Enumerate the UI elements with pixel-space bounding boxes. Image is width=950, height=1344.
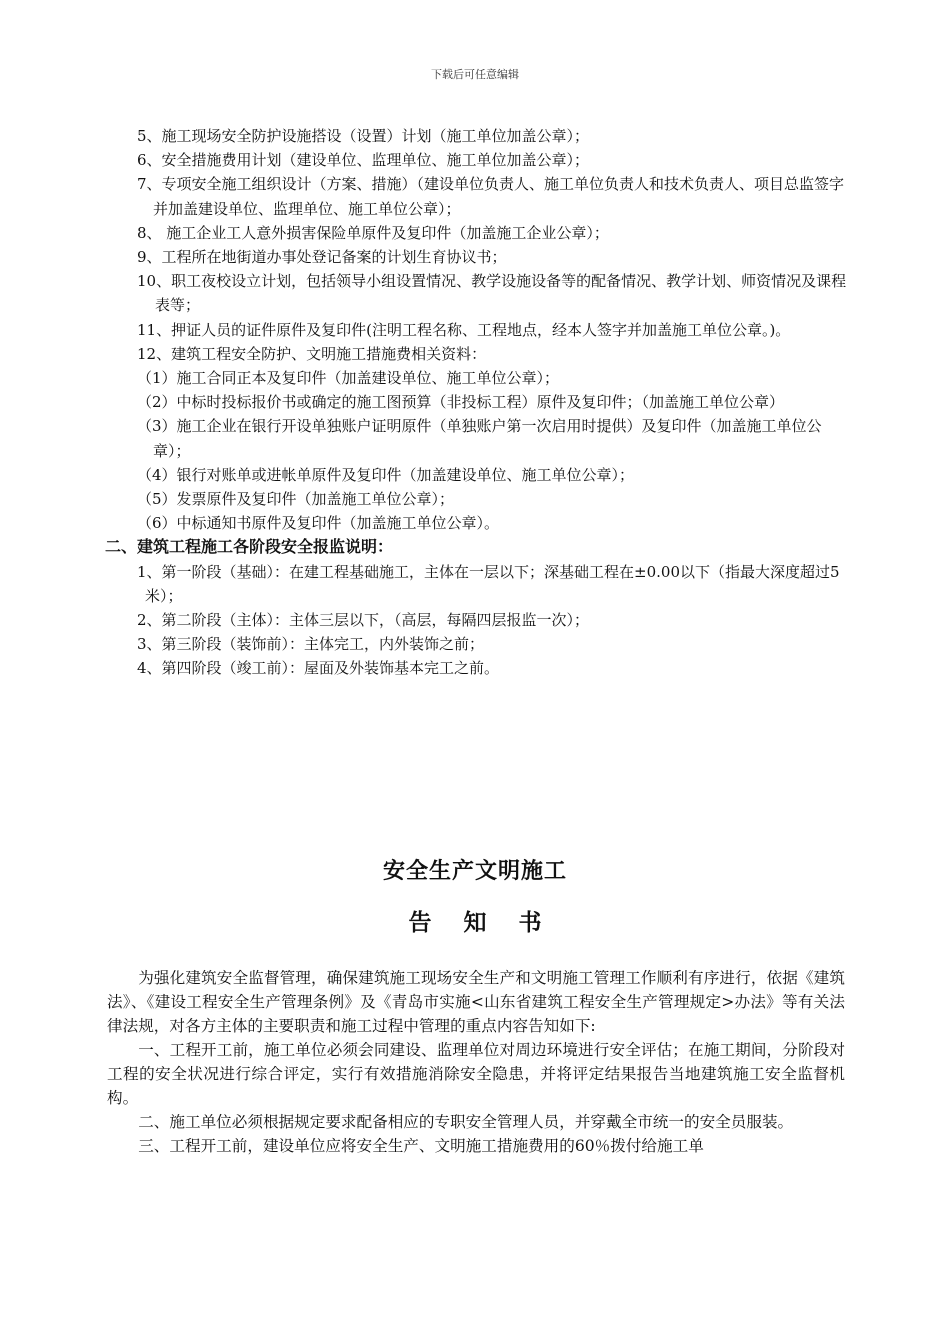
list-item: 9、工程所在地街道办事处登记备案的计划生育协议书； [137,248,507,267]
list-item: 7、专项安全施工组织设计（方案、措施）（建设单位负责人、施工单位负责人和技术负责人、项目总监签字并加盖建设单位、监理单位、施工单位公章）； [137,175,845,218]
list-item: 10、职工夜校设立计划，包括领导小组设置情况、教学设施设备等的配备情况、教学计划、师资情况及课程表等； [137,272,847,315]
notice-paragraph: 二、施工单位必须根据规定要求配备相应的专职安全管理人员，并穿戴全市统一的安全员服装。 [138,1113,794,1131]
sub-list-item: （1）施工合同正本及复印件（加盖建设单位、施工单位公章）； [137,369,560,388]
sub-list-item: （4）银行对账单或进帐单原件及复印件（加盖建设单位、施工单位公章）； [137,465,635,484]
notice-title: 安全生产文明施工 [382,858,567,884]
sub-list-item: （6）中标通知书原件及复印件（加盖施工单位公章）。 [137,514,500,533]
notice-subtitle: 告 知 书 [408,909,554,936]
stage-item: 3、第三阶段（装饰前）：主体完工，内外装饰之前； [137,635,485,654]
notice-paragraph: 一、工程开工前，施工单位必须会同建设、监理单位对周边环境进行安全评估；在施工期间，分阶段对工程的安全状况进行综合评定，实行有效措施消除安全隐患，并将评定结果报告当地建筑施工安全监督机构。 [107,1041,845,1107]
notice-body [107,966,845,1158]
list-item: 12、建筑工程安全防护、文明施工措施费相关资料： [137,344,487,363]
requirements-list [105,124,852,681]
list-item: 8、 施工企业工人意外损害保险单原件及复印件（加盖施工企业公章）； [137,223,609,242]
sub-list-item: （3）施工企业在银行开设单独账户证明原件（单独账户第一次启用时提供）及复印件（加盖施工单位公章）； [137,417,822,460]
sub-list-item: （2）中标时投标报价书或确定的施工图预算（非投标工程）原件及复印件；（加盖施工单位公章） [137,393,785,412]
list-item: 11、押证人员的证件原件及复印件(注明工程名称、工程地点，经本人签字并加盖施工单位公章。)。 [137,320,791,339]
stage-item: 1、第一阶段（基础）：在建工程基础施工，主体在一层以下；深基础工程在±0.00以下（指最大深度超过5米）； [137,562,840,605]
stage-item: 4、第四阶段（竣工前）：屋面及外装饰基本完工之前。 [137,659,500,678]
notice-paragraph: 为强化建筑安全监督管理，确保建筑施工现场安全生产和文明施工管理工作顺利有序进行，依据《建筑法》、《建设工程安全生产管理条例》及《青岛市实施<山东省建筑工程安全生产管理规定>办法》等有关法律法规，对各方主体的主要职责和施工过程中管理的重点内容告知如下: [107,969,845,1035]
page-header-note: 下载后可任意编辑 [431,68,519,81]
list-item: 5、施工现场安全防护设施搭设（设置）计划（施工单位加盖公章）； [137,127,590,145]
sub-list-item: （5）发票原件及复印件（加盖施工单位公章）； [137,490,455,509]
notice-paragraph: 三、工程开工前，建设单位应将安全生产、文明施工措施费用的60％拨付给施工单 [138,1137,704,1155]
section-heading: 二、建筑工程施工各阶段安全报监说明： [105,537,394,557]
stage-item: 2、第二阶段（主体）：主体三层以下，（高层，每隔四层报监一次）； [137,611,590,630]
list-item: 6、安全措施费用计划（建设单位、监理单位、施工单位加盖公章）； [137,151,590,170]
